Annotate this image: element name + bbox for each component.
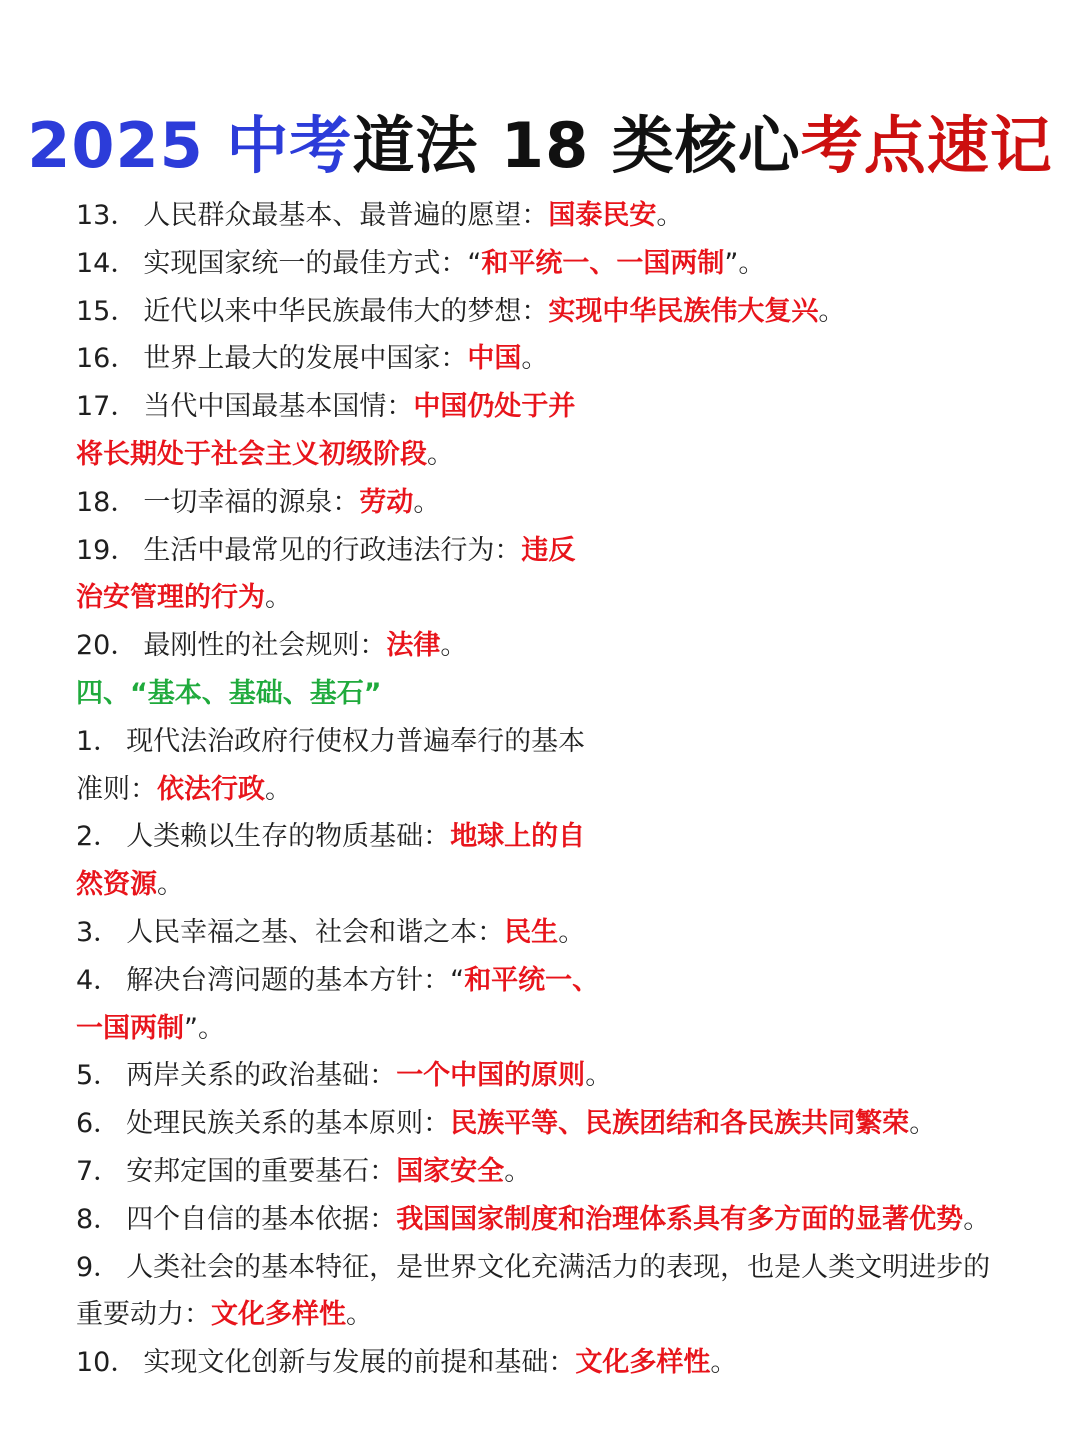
list-item — [76, 335, 1036, 383]
list-item — [76, 479, 1036, 527]
item-question-cont: 准则： — [76, 773, 157, 805]
item-number: 8． — [76, 1203, 121, 1235]
list-item — [76, 192, 1036, 240]
list-item — [76, 957, 1036, 1005]
item-answer: 一个中国的原则 — [396, 1060, 586, 1092]
item-number: 16． — [76, 343, 138, 375]
item-question: 实现国家统一的最佳方式：“ — [143, 247, 482, 279]
title-part-blue: 2025 中考 — [27, 109, 353, 182]
item-number: 20． — [76, 630, 138, 662]
title-part-red: 考点速记 — [800, 109, 1053, 182]
item-number: 10． — [76, 1347, 138, 1379]
item-question: 一切幸福的源泉： — [143, 486, 360, 518]
item-end: 。 — [656, 200, 684, 231]
item-question: 人民群众最基本、最普遍的愿望： — [143, 200, 549, 231]
item-answer: 违反 — [521, 534, 576, 566]
item-end: 。 — [427, 438, 454, 470]
item-answer: 和平统一、一国两制 — [481, 247, 725, 279]
item-question: 两岸关系的政治基础： — [126, 1060, 397, 1092]
list-item — [76, 288, 1036, 336]
item-number: 15． — [76, 295, 138, 327]
item-number: 1． — [76, 725, 121, 757]
item-end: 。 — [265, 773, 292, 805]
item-number: 14． — [76, 247, 138, 279]
item-end: 。 — [818, 295, 846, 327]
item-answer-cont: 一国两制 — [76, 1012, 184, 1044]
list-item — [76, 909, 1036, 957]
item-answer-cont: 将长期处于社会主义初级阶段 — [76, 438, 427, 470]
item-question: 四个自信的基本依据： — [126, 1203, 397, 1235]
content-list — [76, 192, 1036, 1387]
item-answer: 中国仍处于并 — [413, 391, 576, 423]
item-question: 世界上最大的发展中国家： — [143, 343, 468, 375]
item-end: ”。 — [184, 1012, 225, 1044]
item-answer-cont: 治安管理的行为 — [76, 582, 265, 614]
item-answer-cont: 然资源 — [76, 869, 157, 901]
item-answer: 实现中华民族伟大复兴 — [548, 295, 819, 327]
list-item — [76, 383, 1036, 431]
list-item — [76, 813, 1036, 861]
list-item — [76, 1100, 1036, 1148]
item-end: 。 — [413, 486, 441, 518]
item-question: 当代中国最基本国情： — [143, 391, 414, 423]
item-number: 13． — [76, 200, 138, 231]
item-question: 最刚性的社会规则： — [143, 630, 387, 662]
list-item — [76, 1052, 1036, 1100]
item-answer: 依法行政 — [157, 773, 265, 805]
item-answer: 法律 — [386, 630, 441, 662]
list-item — [76, 1148, 1036, 1196]
item-answer: 中国 — [467, 343, 522, 375]
item-question: 生活中最常见的行政违法行为： — [143, 534, 522, 566]
item-number: 19． — [76, 534, 138, 566]
item-end: 。 — [157, 869, 184, 901]
item-number: 17． — [76, 391, 138, 423]
item-end: 。 — [440, 630, 468, 662]
item-end: 。 — [909, 1108, 937, 1140]
item-question: 现代法治政府行使权力普遍奉行的基本 — [126, 725, 586, 757]
item-end: 。 — [346, 1299, 373, 1331]
list-item-continuation — [76, 1291, 1036, 1339]
item-number: 5． — [76, 1060, 121, 1092]
item-answer: 国泰民安 — [548, 200, 657, 231]
list-item — [76, 1196, 1036, 1244]
list-item — [76, 622, 1036, 670]
item-number: 3． — [76, 916, 121, 948]
item-question: 近代以来中华民族最伟大的梦想： — [143, 295, 549, 327]
item-question: 解决台湾问题的基本方针：“ — [126, 964, 465, 996]
list-item-continuation — [76, 766, 1036, 814]
item-question: 实现文化创新与发展的前提和基础： — [143, 1347, 576, 1379]
item-answer: 民族平等、民族团结和各民族共同繁荣 — [450, 1108, 910, 1140]
item-question: 人民幸福之基、社会和谐之本： — [126, 916, 505, 948]
title-part-black: 道法 18 类核心 — [352, 109, 801, 182]
page-title — [0, 100, 1080, 192]
item-question: 安邦定国的重要基石： — [126, 1155, 397, 1187]
list-item — [76, 1244, 1036, 1292]
item-number: 9． — [76, 1251, 121, 1283]
item-answer: 劳动 — [359, 486, 414, 518]
item-end: 。 — [521, 343, 549, 375]
list-item — [76, 240, 1036, 288]
item-question-cont: 重要动力： — [76, 1299, 211, 1331]
list-item — [76, 1339, 1036, 1387]
section-heading: 四、“基本、基础、基石” — [76, 677, 382, 709]
list-item-continuation — [76, 574, 1036, 622]
item-answer: 文化多样性 — [575, 1347, 711, 1379]
item-number: 18． — [76, 486, 138, 518]
item-end: 。 — [710, 1347, 738, 1379]
item-end: 。 — [585, 1060, 613, 1092]
item-number: 4． — [76, 964, 121, 996]
item-end: ”。 — [724, 247, 766, 279]
item-answer: 我国国家制度和治理体系具有多方面的显著优势 — [396, 1203, 964, 1235]
item-end: 。 — [504, 1155, 532, 1187]
item-answer: 地球上的自 — [450, 821, 586, 853]
list-item-continuation — [76, 861, 1036, 909]
item-answer: 民生 — [504, 916, 559, 948]
list-item-continuation — [76, 1005, 1036, 1053]
item-question: 人类赖以生存的物质基础： — [126, 821, 451, 853]
item-answer: 国家安全 — [396, 1155, 505, 1187]
item-question: 处理民族关系的基本原则： — [126, 1108, 451, 1140]
item-answer: 和平统一、 — [464, 964, 600, 996]
item-end: 。 — [558, 916, 586, 948]
item-question: 人类社会的基本特征，是世界文化充满活力的表现，也是人类文明进步的 — [126, 1251, 991, 1283]
list-item — [76, 527, 1036, 575]
item-number: 6． — [76, 1108, 121, 1140]
item-end: 。 — [265, 582, 292, 614]
list-item — [76, 718, 1036, 766]
item-answer: 文化多样性 — [211, 1299, 346, 1331]
item-number: 2． — [76, 821, 121, 853]
list-item-continuation — [76, 431, 1036, 479]
item-number: 7． — [76, 1155, 121, 1187]
item-end: 。 — [963, 1203, 991, 1235]
